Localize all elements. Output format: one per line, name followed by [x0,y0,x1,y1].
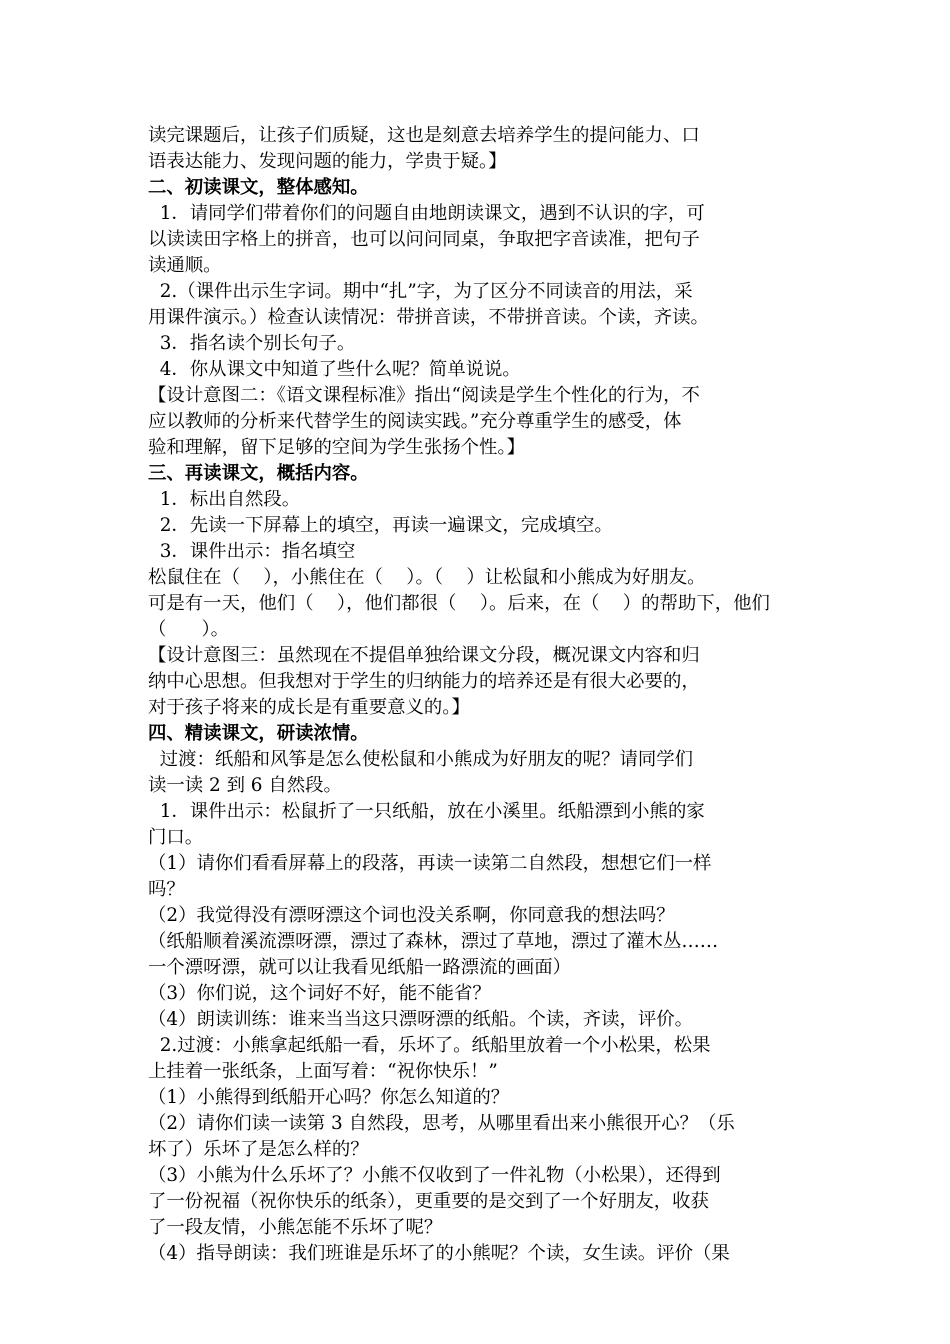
text-line: 3．课件出示：指名填空 [148,541,356,562]
fill-blank-line: 可是有一天，他们（ ），他们都很（ ）。后来，在（ ）的帮助下，他们 [148,593,770,614]
text-line: （2）请你们读一读第 3 自然段，思考，从哪里看出来小熊很开心？（乐 [148,1113,735,1134]
text-line: 吗？ [148,879,185,900]
text-line: 读通顺。 [148,255,222,276]
text-line: 纳中心思想。但我想对于学生的归纳能力的培养还是有很大必要的， [148,671,700,692]
text-line: （纸船顺着溪流漂呀漂，漂过了森林，漂过了草地，漂过了灌木丛…… [148,931,719,952]
text-line: （4）指导朗读：我们班谁是乐坏了的小熊呢？个读，女生读。评价（果 [148,1243,730,1264]
text-line: （2）我觉得没有漂呀漂这个词也没关系啊，你同意我的想法吗？ [148,905,675,926]
text-line: 坏了）乐坏了是怎么样的？ [148,1139,369,1160]
text-line: 对于孩子将来的成长是有重要意义的。】 [148,697,470,718]
text-line: 以读读田字格上的拼音，也可以问问同桌，争取把字音读准，把句子 [148,229,700,250]
text-line: 1．课件出示：松鼠折了一只纸船，放在小溪里。纸船漂到小熊的家 [148,801,705,822]
section-heading-2: 三、再读课文，概括内容。 [148,463,369,484]
text-line: （3）你们说，这个词好不好，能不能省？ [148,983,491,1004]
text-line: （1）请你们看看屏幕上的段落，再读一读第二自然段，想想它们一样 [148,853,712,874]
text-line: 1．请同学们带着你们的问题自由地朗读课文，遇到不认识的字，可 [148,203,705,224]
text-line: 应以教师的分析来代替学生的阅读实践。”充分尊重学生的感受，体 [148,411,682,432]
text-line: （1）小熊得到纸船开心吗？你怎么知道的？ [148,1087,510,1108]
text-line: 读完课题后，让孩子们质疑，这也是刻意去培养学生的提问能力、口 [148,125,700,146]
text-line: 3．指名读个别长句子。 [148,333,356,354]
text-line: 用课件演示。）检查认读情况：带拼音读，不带拼音读。个读，齐读。 [148,307,709,328]
text-line: 验和理解，留下足够的空间为学生张扬个性。】 [148,437,526,458]
text-line: 【设计意图二：《语文课程标准》指出“阅读是学生个性化的行为，不 [148,385,700,406]
text-line: 一个漂呀漂，就可以让我看见纸船一路漂流的画面） [148,957,571,978]
fill-blank-line: 松鼠住在（ ），小熊住在（ ）。（ ）让松鼠和小熊成为好朋友。 [148,567,706,588]
text-line: 了一份祝福（祝你快乐的纸条），更重要的是交到了一个好朋友，收获 [148,1191,709,1212]
text-line: 2.过渡：小熊拿起纸船一看，乐坏了。纸船里放着一个小松果，松果 [148,1035,711,1056]
section-heading-1: 二、初读课文，整体感知。 [148,177,369,198]
text-line: 2.（课件出示生字词。期中“扎”字，为了区分不同读音的用法，采 [148,281,693,302]
text-line: 语表达能力、发现问题的能力，学贵于疑。】 [148,151,507,172]
text-line: 了一段友情，小熊怎能不乐坏了呢？ [148,1217,443,1238]
text-line: 上挂着一张纸条，上面写着：“祝你快乐！” [148,1061,498,1082]
text-line: （4）朗读训练：谁来当当这只漂呀漂的纸船。个读，齐读，评价。 [148,1009,694,1030]
fill-blank-line: （ ）。 [148,619,230,640]
text-line: 2．先读一下屏幕上的填空，再读一遍课文，完成填空。 [148,515,613,536]
text-line: （3）小熊为什么乐坏了？小熊不仅收到了一件礼物（小松果），还得到 [148,1165,721,1186]
text-line: 【设计意图三：虽然现在不提倡单独给课文分段，概况课文内容和归 [148,645,700,666]
text-line: 门口。 [148,827,204,848]
text-line: 1．标出自然段。 [148,489,301,510]
text-line: 4．你从课文中知道了些什么呢？简单说说。 [148,359,521,380]
text-line: 读一读 2 到 6 自然段。 [148,775,342,796]
text-line: 过渡：纸船和风筝是怎么使松鼠和小熊成为好朋友的呢？请同学们 [148,749,694,770]
section-heading-3: 四、精读课文，研读浓情。 [148,723,369,744]
